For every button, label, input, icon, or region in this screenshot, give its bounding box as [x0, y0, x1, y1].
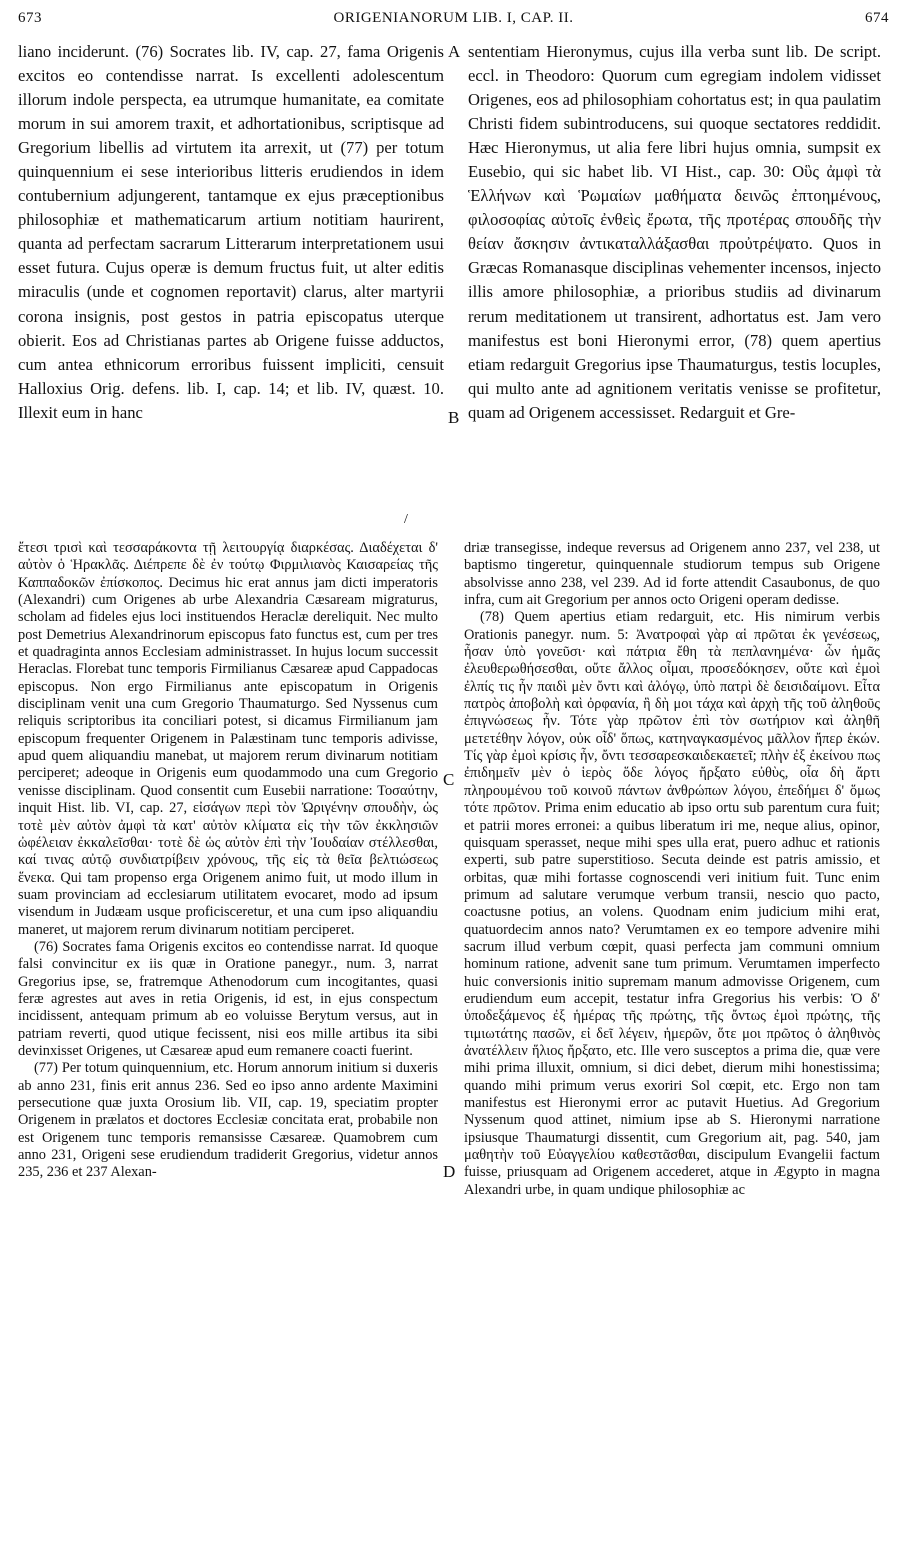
- running-header: [18, 10, 889, 32]
- notes-left-column: [18, 540, 438, 1182]
- margin-letter-b: B: [448, 408, 460, 427]
- running-title: ORIGENIANORUM LIB. I, CAP. II.: [333, 10, 574, 26]
- page-number-left: 673: [18, 10, 42, 26]
- note-paragraph: (77) Per totum quinquennium, etc. Horum annorum initium si duxeris ab anno 231, finis erit annus 236. Sed eo ipso anno ardente Maximini persecutione quæ juxta Orosium lib. VII, cap. 19, speciatim propter Origenem in prælatos et doctores Ecclesiæ concitata erat, probabile non est Origenem tunc temporis remansisse Cæsareæ. Quamobrem cum anno 231, Origeni sese erudiendum tradiderit Gregorius, videtur annos 235, 236 et 237 Alexan-: [18, 1060, 438, 1181]
- tick-mark: /: [404, 512, 408, 527]
- note-paragraph: (76) Socrates fama Origenis excitos eo contendisse narrat. Id quoque falsi convincitur ex iis quæ in Oratione panegyr., num. 3, narrat Gregorius ipse, se, fratremque Athenodorum cum incogitantes, quasi feræ agrestes aut aves in retia Origenis, id est, in ejus conspectum incidissent, antequam primum ab eo voluisse Berytum versus, aut in patriam reverti, quod utique fecissent, nisi eos mille artibus ita sibi devinxisset Origenes, ut Cæsareæ apud eum remanere coacti fuerint.: [18, 938, 438, 1059]
- upper-left-column: [18, 40, 444, 425]
- note-paragraph: ἔτεσι τρισὶ καὶ τεσσαράκοντα τῇ λειτουργίᾳ διαρκέσας. Διαδέχεται δ' αὐτὸν ὁ Ἡρακλᾶς. Διέπρεπε δὲ ἐν τούτῳ Φιρμιλιανὸς Καισαρείας τῆς Καππαδοκῶν ἐπίσκοπος. Decimus hic erat annus jam dicti imperatoris (Alexandri) cum Origenes ab urbe Alexandria Cæsaream migraturus, scholam ad fideles ejus loci instituendos Heraclæ dereliquit. Nec multo post Demetrius Alexandrinorum episcopus fato functus est, cum per tres et quadraginta annos Ecclesiam administrasset. In hujus locum successit Heraclas. Florebat tunc temporis Firmilianus Cæsareæ apud Cappadocas episcopus. Non ergo Firmilianus ante episcopatum in Origenis disciplinam venit una cum Gregorio Thaumaturgo. Sed Nyssenus cum reliquis scriptoribus ita conciliari potest, si dicamus Firmilianum jam episcopum frequenter Origenem in Palæstinam tunc temporis adivisse, apud quem aliquandiu manebat, ut majorem rerum divinarum notitiam perciperet; adeoque in Origenis eum quodammodo una cum Gregorio venisse disciplinam. Quod consentit cum Eusebii narratione: Τοσαύτην, inquit Hist. lib. VI, cap. 27, εἰσάγων περὶ τὸν Ὠριγένην σπουδὴν, ὡς τοτὲ μὲν αὐτὸν ἀμφὶ τὰ κατ' αὐτὸν κλίματα εἰς τὴν τῶν ἐκκλησιῶν ὠφέλειαν ἐκκαλεῖσθαι· τοτὲ δὲ ὡς αὐτὸν ἐπὶ τὴν Ἰουδαίαν στέλλεσθαι, καί τινας αὐτῷ συνδιατρίβειν χρόνους, τῆς εἰς τὰ θεῖα βελτιώσεως ἕνεκα. Qui tam propenso erga Origenem animo fuit, ut modo illum in suam provinciam ad ecclesiarum utilitatem evocaret, modo ad ipsum visendum in Judæam usque proficisceretur, et una cum ipso aliquandiu maneret, ut majorem rerum divinarum notitiam perciperet.: [18, 540, 438, 938]
- main-text-paragraph: liano inciderunt. (76) Socrates lib. IV, cap. 27, fama Origenis excitos eo contendisse narrat. Is excellenti adolescentum illorum indole perspecta, ea utrumque humanitate, ea comitate morum in sui amorem traxit, et adhortationibus, scriptisque ad Gregorium libellis ad virtutem ita arrexit, ut (77) per totum quinquennium ei sese interioribus litteris erudiendos in idem contubernium adjungerent, tantamque ex ejus præceptionibus philosophiæ et mathematicarum artium notitiam haurirent, quanta ad perfectam sacrarum Litterarum interpretationem usui esset futura. Cujus operæ is demum fructus fuit, ut alter editis miraculis (unde et cognomen reportavit) clarus, alter martyrii corona insignis, post gestos in patria episcopatus uterque obierit. Eos ad Christianas partes ab Origene fuisse adductos, cum antea ethnicorum erroribus fuissent impliciti, censuit Halloxius Orig. defens. lib. I, cap. 14; et lib. IV, quæst. 10. Illexit eum in hanc: [18, 42, 444, 422]
- note-paragraph: driæ transegisse, indeque reversus ad Origenem anno 237, vel 238, ut baptismo tingeretur, quinquennale studiorum tempus sub Origene absolvisse anno 238, vel 239. Ad id forte attendit Casaubonus, de quo infra, cum ait Gregorium per annos octo Origeni operam dedisse.: [464, 540, 880, 609]
- main-text-paragraph: sententiam Hieronymus, cujus illa verba sunt lib. De script. eccl. in Theodoro: Quorum cum egregiam indolem vidisset Origenes, eos ad philosophiam cohortatus est; in qua paulatim Christi fidem subintroducens, sui quoque sectatores reddidit. Hæc Hieronymus, ut alia fere libri hujus omnia, sumpsit ex Eusebio, qui sic habet lib. VI Hist., cap. 30: Οὓς ἀμφὶ τὰ Ἑλλήνων καὶ Ῥωμαίων μαθήματα δεινῶς ἐπτοημένους, φιλοσοφίας αὐτοῖς ἐνθεὶς ἔρωτα, τῆς προτέρας σπουδῆς τὴν θείαν ἄσκησιν ἀντικαταλλάξασθαι προὐτρέψατο. Quos in Græcas Romanasque disciplinas vehementer incensos, injecto illis amore philosophiæ, a prioribus studiis ad divinarum rerum meditationem ut transirent, adhortatus est. Jam vero manifestus est boni Hieronymi error, (78) quem apertius etiam redarguit Gregorius ipse Thaumaturgus, testis locuples, qui multo ante ad agnitionem veritatis venisse se profitetur, quam ad Origenem accessisset. Redarguit et Gre-: [468, 42, 881, 422]
- upper-right-column: [468, 40, 881, 425]
- margin-letter-d: D: [443, 1162, 456, 1181]
- page-number-right: 674: [865, 10, 889, 26]
- notes-right-column: [464, 540, 880, 1199]
- note-paragraph: (78) Quem apertius etiam redarguit, etc. His nimirum verbis Orationis panegyr. num. 5: Ἀνατροφαὶ γὰρ αἱ πρῶται ἐκ γενέσεως, ἦσαν ὑπὸ γονεῦσι· καὶ πάτρια ἔθη τὰ πεπλανημένα· ὧν ἡμᾶς ἐλευθερωθήσεσθαι, οὔτε ἄλλος οἶμαι, προσεδόκησεν, οὔτε καὶ ἐμοὶ ἐλπίς τις ἦν παιδὶ μὲν ὄντι καὶ ἀλόγῳ, ὑπὸ πατρὶ δὲ δεισιδαίμονι. Εἶτα πατρὸς ἀποβολὴ καὶ ὀρφανία, ἣ δὴ μοι τάχα καὶ ἀρχὴ τῆς τοῦ ἀληθοῦς ἐπιγνώσεως ἦν. Τότε γὰρ πρῶτον ἐπὶ τὸν σωτήριον καὶ ἀληθῆ μετετέθην λόγον, οὐκ οἶδ' ὅπως, κατηναγκασμένος μᾶλλον ἤπερ ἑκών. Τίς γὰρ ἐμοὶ κρίσις ἦν, ὄντι τεσσαρεσκαιδεκαετεῖ; πλὴν ἐξ ἐκείνου πως ἐπιδημεῖν μὲν ὁ ἱερὸς ὅδε λόγος ἤρξατο εὐθὺς, οἷα δὴ ἄρτι πληρουμένου τοῦ κοινοῦ πάντων ἀνθρώπων λόγου, ἐπεδήμει δ' ὅμως τότε πρῶτον. Prima enim educatio ab ipso ortu sub parentum cura fuit; et patrii mores erronei: a quibus liberatum iri me, neque alius, opinor, quisquam sperasset, neque mihi spes ulla erat, puero adhuc et rationis experti, sub patre superstitioso. Secuta deinde est patris amissio, et orbitas, quæ mihi fortasse cognoscendi veri initium fuit. Tunc enim primum ad salutare verumque verbum transii, nescio quo pacto, coactusne potius, an volens. Quodnam enim judicium mihi erat, quatuordecim annos nato? Verumtamen ex eo tempore advenire mihi sacrum illud verbum cœpit, quasi perfecta jam communi omnium hominum ratione, advenit sane tum primum. Verumtamen imperfecto huic conversionis initio supremam manum admovisse Origenem, cum erudiendum eum accepit, testatur infra Gregorius his verbis: Ὁ δ' ὑποδεξάμενος ἐξ ἡμέρας τῆς πρώτης, τῆς ὄντως ἐμοὶ πρώτης, τῆς τιμιωτάτης πασῶν, εἰ δεῖ λέγειν, ἡμερῶν, ὅτε μοι πρῶτος ὁ ἀληθινὸς ἀνατέλλειν ἥλιος ἤρξατο, etc. Ille vero susceptos a prima die, quæ vere mihi prima illuxit, omnium, si dici debet, dierum mihi honestissima; quando mihi primum verus exoriri Sol cœpit, etc. Ergo non tam manifestus est Hieronymi error ac putavit Huetius. Ad Gregorium Nyssenum quod attinet, nimium ipse ab S. Hieronymi narratione ipsiusque Thaumaturgi dissentit, cum Gregorium ait, pag. 540, jam μαθητὴν τοῦ Εὐαγγελίου καθεστᾶσθαι, discipulum Evangelii factum fuisse, priusquam ad Origenem accederet, atque in Ægypto in magna Alexandri urbe, in quam undique philosophiæ ac: [464, 609, 880, 1198]
- margin-letter-a: A: [448, 42, 461, 61]
- margin-letter-c: C: [443, 770, 455, 789]
